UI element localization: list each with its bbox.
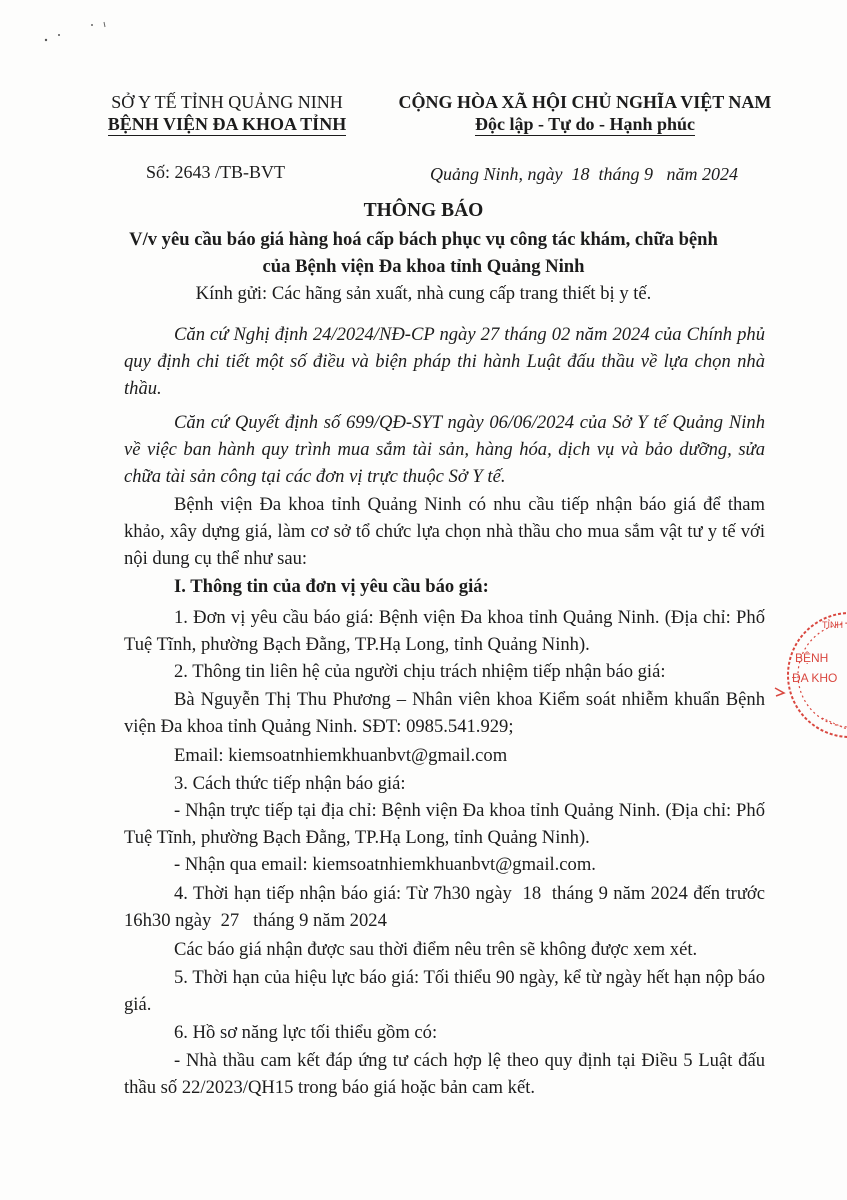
contact-person: Bà Nguyễn Thị Thu Phương – Nhân viên khoa Kiểm soát nhiễm khuẩn Bệnh viện Đa khoa tỉnh Quảng Ninh. SĐT: 0985.541.929; [124, 689, 765, 737]
subject-line-1: V/v yêu cầu báo giá hàng hoá cấp bách phục vụ công tác khám, chữa bệnh [129, 229, 718, 250]
parent-agency: SỞ Y TẾ TỈNH QUẢNG NINH [111, 92, 343, 112]
country-name: CỘNG HÒA XÃ HỘI CHỦ NGHĨA VIỆT NAM [398, 92, 772, 112]
item-4-note: Các báo giá nhận được sau thời điểm nêu trên sẽ không được xem xét. [174, 939, 698, 960]
intro-paragraph: Bệnh viện Đa khoa tỉnh Quảng Ninh có nhu cầu tiếp nhận báo giá để tham khảo, xây dựng giá, làm cơ sở tổ chức lựa chọn nhà thầu cho mua sắm vật tư y tế với nội dung cụ thể như sau: [124, 494, 765, 569]
svg-text:ĐA KHO: ĐA KHO [792, 671, 838, 685]
subject-line-2: của Bệnh viện Đa khoa tỉnh Quảng Ninh [262, 256, 585, 277]
item-3b: - Nhận qua email: kiemsoatnhiemkhuanbvt@gmail.com. [174, 854, 596, 875]
scan-specks [40, 18, 110, 48]
item-6a: - Nhà thầu cam kết đáp ứng tư cách hợp lệ theo quy định tại Điều 5 Luật đấu thầu số 22/2023/QH15 trong báo giá hoặc bản cam kết. [124, 1050, 765, 1098]
national-motto: Độc lập - Tự do - Hạnh phúc [474, 114, 696, 134]
svg-text:BỆNH: BỆNH [795, 651, 829, 665]
section-1-heading: I. Thông tin của đơn vị yêu cầu báo giá: [174, 576, 489, 597]
org-header [92, 91, 362, 135]
legal-basis-2: Căn cứ Quyết định số 699/QĐ-SYT ngày 06/06/2024 của Sở Y tế Quảng Ninh về việc ban hành quy trình mua sắm tài sản, hàng hóa, dịch vụ và bảo dưỡng, sửa chữa tài sản công tại các đơn vị trực thuộc Sở Y tế. [124, 412, 765, 487]
recipients: Kính gửi: Các hãng sản xuất, nhà cung cấp trang thiết bị y tế. [195, 283, 652, 304]
place-date: Quảng Ninh, ngày 18 tháng 9 năm 2024 [430, 164, 738, 184]
item-4: 4. Thời hạn tiếp nhận báo giá: Từ 7h30 ngày 18 tháng 9 năm 2024 đến trước 16h30 ngày 27 tháng 9 năm 2024 [124, 883, 770, 931]
contact-email: Email: kiemsoatnhiemkhuanbvt@gmail.com [174, 745, 508, 766]
item-6: 6. Hồ sơ năng lực tối thiểu gồm có: [174, 1022, 438, 1043]
item-3a: - Nhận trực tiếp tại địa chỉ: Bệnh viện Đa khoa tỉnh Quảng Ninh. (Địa chỉ: Phố Tuệ Tĩnh, phường Bạch Đằng, TP.Hạ Long, tỉnh Quảng Ninh). [124, 800, 765, 848]
document-number: Số: 2643 /TB-BVT [146, 162, 286, 182]
hospital-name: BỆNH VIỆN ĐA KHOA TỈNH [107, 114, 347, 134]
item-5: 5. Thời hạn của hiệu lực báo giá: Tối thiểu 90 ngày, kể từ ngày hết hạn nộp báo giá. [124, 967, 765, 1015]
legal-basis-1: Căn cứ Nghị định 24/2024/NĐ-CP ngày 27 tháng 02 năm 2024 của Chính phủ quy định chi tiết một số điều và biện pháp thi hành Luật đấu thầu về lựa chọn nhà thầu. [124, 324, 765, 399]
svg-text:TỈNH: TỈNH [822, 620, 843, 630]
national-header [380, 91, 790, 135]
document-title: THÔNG BÁO [363, 200, 484, 221]
item-2: 2. Thông tin liên hệ của người chịu trách nhiệm tiếp nhận báo giá: [174, 661, 666, 682]
official-stamp [770, 600, 847, 750]
item-3: 3. Cách thức tiếp nhận báo giá: [174, 773, 406, 794]
item-1: 1. Đơn vị yêu cầu báo giá: Bệnh viện Đa khoa tỉnh Quảng Ninh. (Địa chỉ: Phố Tuệ Tĩnh, phường Bạch Đằng, TP.Hạ Long, tỉnh Quảng Ninh). [124, 607, 765, 655]
